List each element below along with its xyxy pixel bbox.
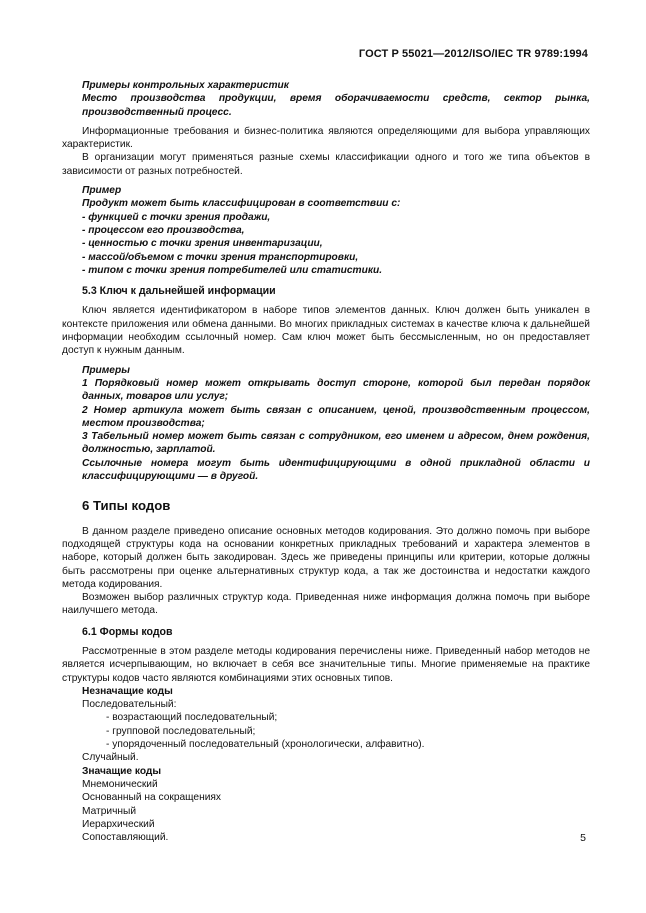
paragraph: Ключ является идентификатором в наборе типов элементов данных. Ключ должен быть уникален в контексте приложения или обмена данными. Во многих прикладных системах в качестве ключа к дальнейшей информации необходим ссылочный номер. Сам ключ может быть бессмысленным, но он предоставляет доступ к нужным данным.	[62, 305, 590, 357]
paragraph: В организации могут применяться разные схемы классификации одного и того же типа объектов в зависимости от разных потребностей.	[62, 152, 590, 177]
paragraph: Рассмотренные в этом разделе методы кодирования перечислены ниже. Приведенный набор методов не является исчерпывающим, но включает в себя все значительные типы. Многие применяемые на практике структуры кодов часто являются комбинациями этих основных типов.	[62, 645, 590, 684]
section-heading-6: 6 Типы кодов	[82, 498, 171, 514]
example-item: - функцией с точки зрения продажи,	[82, 211, 271, 223]
example-item: 2 Номер артикула может быть связан с описанием, ценой, производственным процессом, местом производства;	[82, 404, 590, 429]
example-item: - массой/объемом с точки зрения транспортировки,	[82, 251, 359, 263]
paragraph: В данном разделе приведено описание основных методов кодирования. Это должно помочь при выборе подходящей структуры кода на основании конкретных прикладных требований и характера элементов в наборе, который должен быть закодирован. Здесь же приведены принципы или критерии, которые должны быть рассмотрены при оценке альтернативных структур кода, а так же достоинства и недостатки каждого метода кодирования.	[62, 525, 590, 590]
example-item: 1 Порядковый номер может открывать доступ стороне, которой был передан порядок данных, товаров или услуг;	[82, 377, 590, 403]
example-closing: Ссылочные номера могут быть идентифицирующими в одной прикладной области и классифицирующими — в другой.	[82, 457, 590, 483]
section-heading-5-3: 5.3 Ключ к дальнейшей информации	[82, 285, 276, 298]
example-item: 3 Табельный номер может быть связан с сотрудником, его именем и адресом, днем рождения, должностью, зарплатой.	[82, 431, 590, 456]
example-item: - ценностью с точки зрения инвентаризации,	[82, 238, 323, 250]
code-type-list	[62, 685, 590, 845]
example-lead: Продукт может быть классифицирован в соответствии с:	[82, 198, 401, 210]
key-examples	[62, 364, 590, 484]
list-item: Основанный на сокращениях	[82, 792, 222, 804]
page-content	[62, 79, 590, 844]
list-heading: Незначащие коды	[82, 685, 173, 697]
section-heading-6-1: 6.1 Формы кодов	[82, 625, 173, 638]
example-item: - процессом его производства,	[82, 224, 245, 236]
example-text: Место производства продукции, время оборачиваемости средств, сектор рынка, производственный процесс.	[82, 93, 590, 118]
example-title: Пример	[82, 185, 122, 197]
paragraph: Возможен выбор различных структур кода. Приведенная ниже информация должна помочь при выборе наилучшего метода.	[62, 592, 590, 617]
classification-example	[62, 184, 590, 277]
control-examples	[62, 79, 590, 119]
example-title: Примеры контрольных характеристик	[82, 80, 289, 91]
list-subitem: - групповой последовательный;	[106, 725, 256, 737]
list-item: Случайный.	[82, 752, 139, 764]
paragraph: Информационные требования и бизнес-политика являются определяющими для выбора управляющих характеристик.	[62, 125, 590, 151]
list-item: Мнемонический	[82, 778, 158, 790]
list-heading: Значащие коды	[82, 765, 162, 777]
example-item: - типом с точки зрения потребителей или статистики.	[82, 264, 383, 276]
list-subitem: - возрастающий последовательный;	[106, 712, 278, 724]
list-item: Иерархический	[82, 818, 155, 830]
list-item: Сопоставляющий.	[82, 832, 169, 844]
list-item: Последовательный:	[82, 699, 177, 711]
list-item: Матричный	[82, 805, 137, 817]
list-subitem: - упорядоченный последовательный (хронологически, алфавитно).	[106, 739, 425, 751]
example-title: Примеры	[82, 364, 130, 376]
page-number: 5	[580, 832, 586, 844]
document-header: ГОСТ Р 55021—2012/ISO/IEC TR 9789:1994	[358, 48, 588, 60]
